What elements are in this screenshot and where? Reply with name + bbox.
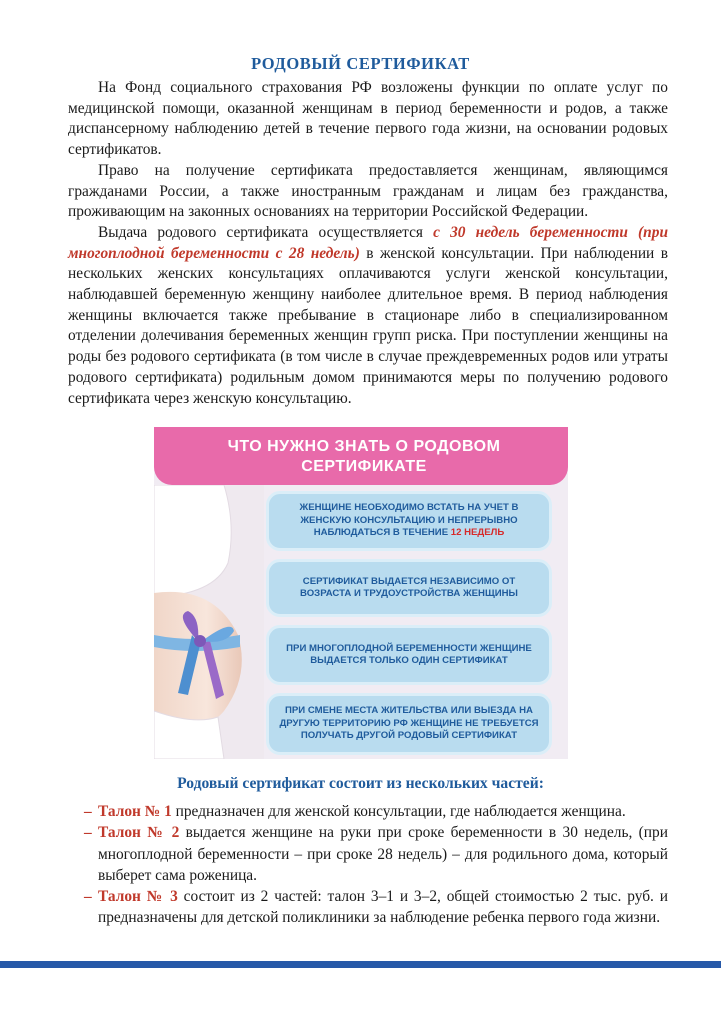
info-card-registration-text: ЖЕНЩИНЕ НЕОБХОДИМО ВСТАТЬ НА УЧЕТ В ЖЕНСКУЮ КОНСУЛЬТАЦИЮ И НЕПРЕРЫВНО НАБЛЮДАТЬСЯ В ТЕЧЕНИЕ [299,502,519,539]
talon-description: выдается женщине на руки при сроке беременности в 30 недель, (при многоплодной беременности – при сроке 28 недель) – для родильного дома, который выберет сама роженица. [98,824,668,884]
issuance-text-start: Выдача родового сертификата осуществляется [98,223,434,241]
info-card-registration-highlight: 12 НЕДЕЛЬ [450,527,505,539]
talon-label: Талон № 3 [98,888,178,906]
list-item [84,886,668,929]
info-card-relocation [266,693,552,755]
page-title: РОДОВЫЙ СЕРТИФИКАТ [251,54,470,73]
talon-description: состоит из 2 частей: талон 3–1 и 3–2, общей стоимостью 2 тыс. руб. и предназначены для детской поликлиники за наблюдение ребенка первого года жизни. [98,888,668,927]
paragraph-eligibility: Право на получение сертификата предоставляется женщинам, являющимся гражданами России, а также иностранным гражданам и лицам без гражданства, проживающим на законных основаниях на территории Российской Федерации. [68,161,668,221]
list-item [84,801,668,822]
list-dash: – [84,888,92,906]
pregnant-belly-ribbon-illustration [154,485,264,759]
info-card-relocation-text: ПРИ СМЕНЕ МЕСТА ЖИТЕЛЬСТВА ИЛИ ВЫЕЗДА НА ДРУГУЮ ТЕРРИТОРИЮ РФ ЖЕНЩИНЕ НЕ ТРЕБУЕТСЯ ПОЛУЧАТЬ ДРУГОЙ РОДОВЫЙ СЕРТИФИКАТ [279,705,539,742]
info-card-multiple-pregnancy [266,625,552,685]
body-text [68,78,668,409]
infographic-header-text: ЧТО НУЖНО ЗНАТЬ О РОДОВОМ СЕРТИФИКАТЕ [227,438,501,475]
list-dash: – [84,824,92,842]
parts-list [84,801,668,929]
infographic [154,427,568,759]
info-card-multiple-pregnancy-text: ПРИ МНОГОПЛОДНОЙ БЕРЕМЕННОСТИ ЖЕНЩИНЕ ВЫДАЕТСЯ ТОЛЬКО ОДИН СЕРТИФИКАТ [286,642,532,666]
info-card-independence [266,559,552,617]
footer-band [0,961,721,968]
info-card-registration [266,491,552,551]
list-item [84,822,668,886]
issuance-text-end: в женской консультации. При наблюдении в нескольких женских консультациях оплачиваются услуги женской консультации, наблюдавшей беременную женщину наиболее длительное время. В период наблюдения женщины включается также пребывание в стационаре либо в специализированном отделении долечивания беременных женщин групп риска. При поступлении женщины на роды без родового сертификата (в том числе в случае преждевременных родов или утраты родового сертификата) родильным домом принимаются меры по получению родового сертификата через женскую консультацию. [68,244,668,407]
paragraph-issuance [68,223,668,409]
info-card-independence-text: СЕРТИФИКАТ ВЫДАЕТСЯ НЕЗАВИСИМО ОТ ВОЗРАСТА И ТРУДОУСТРОЙСТВА ЖЕНЩИНЫ [300,575,518,599]
paragraph-fss: На Фонд социального страхования РФ возложены функции по оплате услуг по медицинской помощи, оказанной женщинам в период беременности и родов, а также диспансерному наблюдению детей в течение первого года жизни, на основании родовых сертификатов. [68,79,668,159]
parts-title: Родовый сертификат состоит из нескольких частей: [177,775,544,792]
talon-description: предназначен для женской консультации, где наблюдается женщина. [171,803,626,820]
talon-label: Талон № 1 [98,803,172,820]
talon-label: Талон № 2 [98,824,180,842]
issuance-term-highlight: с 30 недель беременности (при многоплодной беременности с 28 недель) [68,223,668,262]
list-dash: – [84,803,92,820]
infographic-header [154,427,568,485]
